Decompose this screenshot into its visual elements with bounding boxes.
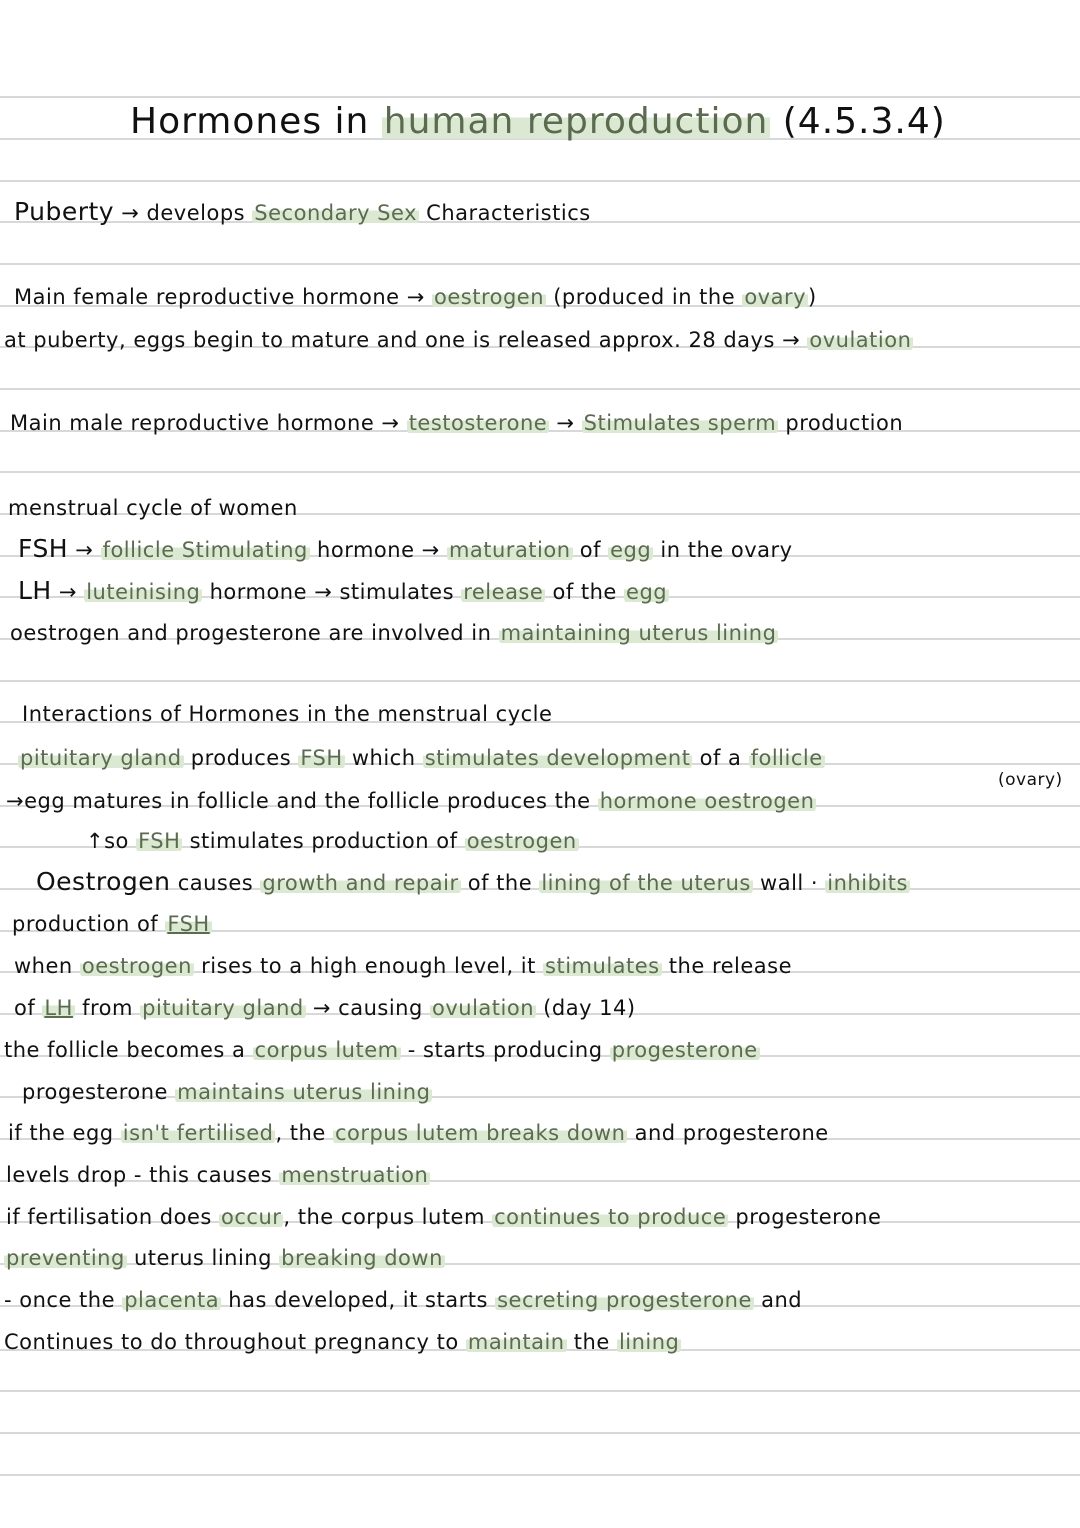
note-text: menstrual cycle of women: [8, 496, 298, 520]
highlighted-text: pituitary gland: [20, 746, 182, 770]
note-text: Hormones: [130, 101, 335, 142]
note-line-puberty: [14, 198, 591, 227]
highlighted-text: FSH: [167, 912, 210, 936]
note-text: of the: [545, 580, 625, 604]
highlighted-text: LH: [44, 996, 73, 1020]
note-text: at puberty, eggs begin to mature and one is released approx. 28 days →: [4, 328, 808, 352]
ruled-line: [0, 1432, 1080, 1434]
note-text: and: [753, 1288, 803, 1312]
highlighted-text: maturation: [448, 538, 571, 562]
ruled-line: [0, 388, 1080, 390]
note-line-when-oestrogen: [14, 952, 792, 980]
note-line-not-fertilised: [8, 1119, 829, 1147]
highlighted-text: growth and repair: [262, 871, 459, 895]
highlighted-text: maintaining uterus lining: [500, 621, 777, 645]
note-line-ovary-note: [998, 766, 1063, 794]
highlighted-text: FSH: [300, 746, 343, 770]
note-text: if the egg: [8, 1121, 121, 1145]
note-line-menstrual-heading: [8, 494, 298, 522]
highlighted-text: corpus lutem breaks down: [334, 1121, 626, 1145]
note-text: progesterone: [728, 1205, 882, 1229]
note-text: levels drop - this causes: [6, 1163, 280, 1187]
highlighted-text: FSH: [138, 829, 181, 853]
note-line-oestrogen-progesterone: [10, 619, 778, 647]
highlighted-text: progesterone: [611, 1038, 758, 1062]
note-line-egg-matures: [6, 787, 816, 815]
note-text: →: [549, 411, 582, 435]
note-text: the release: [661, 954, 793, 978]
highlighted-text: ovary: [744, 285, 807, 309]
note-line-corpus-luteum: [4, 1036, 760, 1064]
note-text: in the ovary: [653, 538, 793, 562]
note-text: of: [572, 538, 609, 562]
highlighted-text: stimulates development: [424, 746, 691, 770]
note-text: hormone → stimulates: [202, 580, 462, 604]
note-line-fsh-stimulates: [86, 827, 579, 855]
note-line-interactions-heading: [22, 700, 552, 728]
note-line-lh: [18, 577, 669, 606]
note-text: produces: [183, 746, 299, 770]
note-text: has developed, it starts: [221, 1288, 496, 1312]
note-line-preventing: [4, 1244, 445, 1272]
note-line-placenta: [4, 1286, 802, 1314]
highlighted-text: oestrogen: [466, 829, 577, 853]
note-text: of a: [692, 746, 749, 770]
note-text: Puberty: [14, 197, 115, 226]
note-text: →egg matures in follicle and the follicle produces the: [6, 789, 598, 813]
note-text: Main male reproductive hormone →: [10, 411, 407, 435]
highlighted-text: ovulation: [431, 996, 534, 1020]
note-text: production: [778, 411, 904, 435]
note-line-oestrogen-causes: [36, 868, 910, 897]
note-text: oestrogen and progesterone are involved in: [10, 621, 499, 645]
highlighted-text: lining of the uterus: [541, 871, 751, 895]
highlighted-text: egg: [626, 580, 668, 604]
ruled-line: [0, 180, 1080, 182]
note-text: from: [74, 996, 141, 1020]
highlighted-text: human reproduction: [383, 101, 769, 142]
highlighted-text: preventing: [6, 1246, 125, 1270]
note-text: uterus lining: [126, 1246, 280, 1270]
highlighted-text: Secondary Sex: [254, 201, 417, 225]
note-text: the follicle becomes a: [4, 1038, 253, 1062]
note-text: → causing: [305, 996, 430, 1020]
highlighted-text: testosterone: [408, 411, 548, 435]
note-text: - starts producing: [400, 1038, 610, 1062]
note-text: (day 14): [536, 996, 636, 1020]
highlighted-text: inhibits: [827, 871, 908, 895]
highlighted-text: corpus lutem: [254, 1038, 399, 1062]
note-text: if fertilisation does: [6, 1205, 220, 1229]
highlighted-text: placenta: [124, 1288, 220, 1312]
highlighted-text: oestrogen: [434, 285, 545, 309]
highlighted-text: maintains uterus lining: [177, 1080, 431, 1104]
note-text: , the corpus lutem: [283, 1205, 493, 1229]
highlighted-text: continues to produce: [494, 1205, 727, 1229]
note-line-levels-drop: [6, 1161, 430, 1189]
note-text: wall ·: [752, 871, 826, 895]
highlighted-text: release: [463, 580, 544, 604]
ruled-line: [0, 1474, 1080, 1476]
highlighted-text: breaking down: [281, 1246, 443, 1270]
highlighted-text: luteinising: [86, 580, 201, 604]
note-text: the: [566, 1330, 617, 1354]
note-text: ): [808, 285, 817, 309]
ruled-line: [0, 471, 1080, 473]
highlighted-text: maintain: [467, 1330, 565, 1354]
highlighted-text: isn't fertilised: [122, 1121, 274, 1145]
note-text: (produced in the: [546, 285, 743, 309]
highlighted-text: Stimulates sperm: [583, 411, 777, 435]
note-line-of-lh: [14, 994, 636, 1022]
note-text: , the: [275, 1121, 333, 1145]
highlighted-text: lining: [618, 1330, 680, 1354]
highlighted-text: secreting progesterone: [497, 1288, 752, 1312]
note-text: - once the: [4, 1288, 123, 1312]
note-text: ↑so: [86, 829, 137, 853]
note-text: LH: [18, 576, 52, 605]
note-text: Interactions of Hormones in the menstrual cycle: [22, 702, 553, 726]
highlighted-text: follicle: [750, 746, 823, 770]
highlighted-text: egg: [610, 538, 652, 562]
note-text: which: [344, 746, 423, 770]
ruled-line: [0, 263, 1080, 265]
note-line-continues-pregnancy: [4, 1328, 681, 1356]
note-text: →: [51, 580, 85, 604]
note-text: →: [68, 538, 101, 562]
highlighted-text: stimulates: [545, 954, 660, 978]
note-text: → develops: [114, 201, 253, 225]
note-line-title: [130, 100, 946, 144]
note-text: Oestrogen: [36, 867, 171, 896]
note-text: Continues to do throughout pregnancy to: [4, 1330, 466, 1354]
note-text: rises to a high enough level, it: [193, 954, 544, 978]
highlighted-text: ovulation: [809, 328, 912, 352]
note-text: Main female reproductive hormone →: [14, 285, 432, 309]
note-text: of: [14, 996, 43, 1020]
note-text: and progesterone: [627, 1121, 829, 1145]
note-line-fsh: [18, 535, 793, 564]
note-text: FSH: [18, 534, 69, 563]
note-text: in: [334, 101, 382, 142]
ruled-line: [0, 680, 1080, 682]
highlighted-text: occur: [221, 1205, 282, 1229]
ruled-line: [0, 96, 1080, 98]
highlighted-text: oestrogen: [81, 954, 192, 978]
note-line-female-hormone: [14, 283, 817, 311]
note-line-fertilisation-occurs: [6, 1203, 881, 1231]
note-text: stimulates production of: [182, 829, 465, 853]
note-line-puberty-eggs: [4, 326, 913, 354]
note-line-production-fsh: [12, 910, 212, 938]
note-line-pituitary-fsh: [18, 744, 825, 772]
note-line-progesterone-maintains: [22, 1078, 432, 1106]
note-text: progesterone: [22, 1080, 176, 1104]
note-text: Characteristics: [419, 201, 591, 225]
note-text: (ovary): [998, 770, 1063, 790]
note-text: when: [14, 954, 80, 978]
note-text: of the: [460, 871, 540, 895]
ruled-line: [0, 1390, 1080, 1392]
highlighted-text: hormone oestrogen: [599, 789, 815, 813]
highlighted-text: follicle Stimulating: [102, 538, 308, 562]
highlighted-text: menstruation: [281, 1163, 429, 1187]
note-text: hormone →: [309, 538, 447, 562]
note-text: causes: [170, 871, 261, 895]
note-text: (4.5.3.4): [770, 101, 946, 142]
note-line-male-hormone: [10, 409, 903, 437]
note-text: production of: [12, 912, 166, 936]
highlighted-text: pituitary gland: [142, 996, 304, 1020]
